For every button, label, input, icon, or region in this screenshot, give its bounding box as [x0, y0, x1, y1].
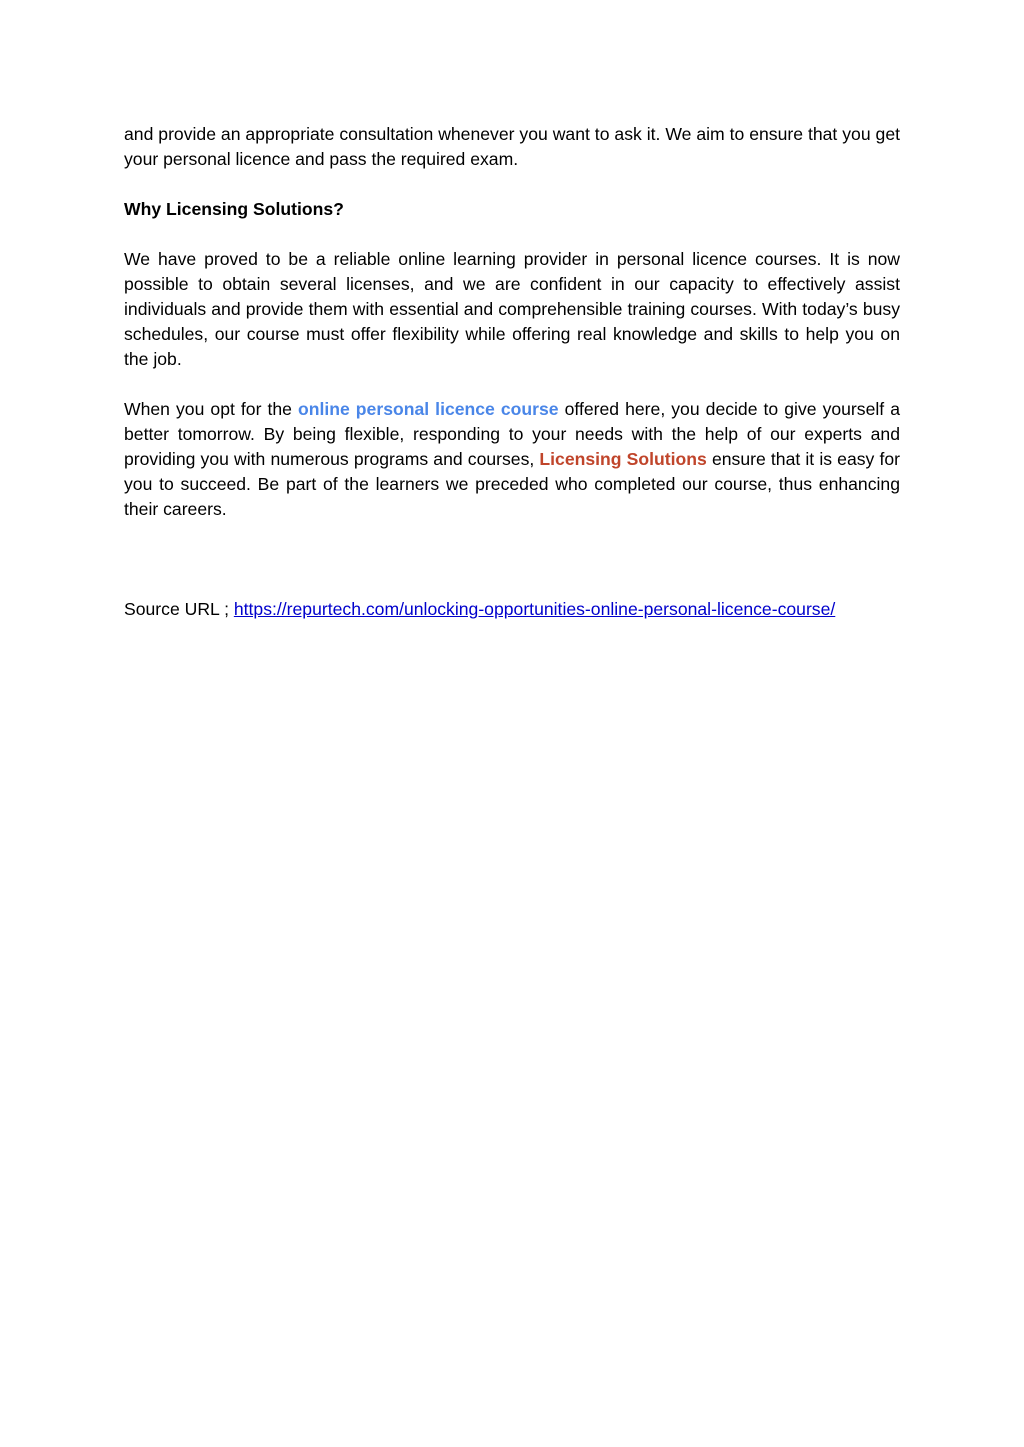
source-url-link[interactable]: https://repurtech.com/unlocking-opportunities-online-personal-licence-course/: [233, 599, 836, 619]
course-keyword-link[interactable]: online personal licence course: [297, 399, 559, 419]
source-label: Source URL ;: [124, 599, 234, 619]
opt-text-1: When you opt for the: [124, 399, 298, 419]
why-paragraph: We have proved to be a reliable online learning provider in personal licence courses. It is now possible to obtain several licenses, and we are confident in our capacity to effectively assist individuals and provide them with essential and comprehensible training courses. With today’s busy schedules, our course must offer flexibility while offering real knowledge and skills to help you on the job.: [124, 249, 900, 369]
document-page: [124, 122, 900, 647]
opt-text-2: offered here, you decide to give yourself a better tomorrow. By being flexible, responding to your needs with the help of our experts and providing you with numerous programs and courses,: [124, 399, 900, 469]
source-line: [124, 597, 900, 622]
intro-paragraph: and provide an appropriate consultation whenever you want to ask it. We aim to ensure that you get your personal licence and pass the required exam.: [124, 124, 900, 169]
brand-keyword-link[interactable]: Licensing Solutions: [539, 449, 707, 469]
opt-paragraph: [124, 397, 900, 522]
section-heading: Why Licensing Solutions?: [124, 199, 344, 219]
opt-text-3: ensure that it is easy for you to succeed. Be part of the learners we preceded who completed our course, thus enhancing their careers.: [124, 449, 900, 519]
